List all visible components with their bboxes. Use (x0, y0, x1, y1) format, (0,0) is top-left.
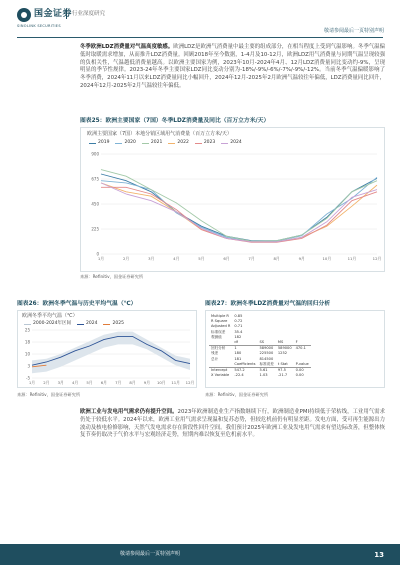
regression-table-cell: F (294, 340, 311, 346)
figure-25-y-tick-label: 225 (91, 226, 99, 232)
page-footer (0, 544, 400, 565)
figure-26-x-tick-label: 3月 (57, 380, 64, 385)
figure-26-legend-label: 2000-2024年区间 (33, 321, 72, 326)
figure-26-x-tick-label: 12月 (185, 380, 195, 385)
figure-25-legend (89, 140, 242, 147)
regression-table-cell: SS (258, 340, 276, 346)
figure-25-legend-label: 2020 (124, 140, 136, 145)
figure-25-legend-label: 2019 (98, 140, 110, 145)
paragraph-lead: 冬季欧洲LDZ消费量对气温高度敏感。 (80, 44, 174, 50)
paragraph-lead: 欧洲工业与发电用气需求仍有提升空间。 (80, 409, 178, 415)
header-disclaimer: 敬请参阅最后一页特别声明 (323, 28, 384, 34)
figure-25-x-tick-label: 6月 (223, 256, 230, 261)
regression-table-cell: 470.1 (295, 346, 306, 351)
figure-25-legend-label: 2022 (177, 140, 189, 145)
regression-table-cell: 0.00 (295, 373, 304, 378)
figure-26-x-tick-label: 8月 (129, 380, 136, 385)
figure-25-legend-label: 2024 (230, 140, 242, 145)
figure-25-svg (81, 150, 384, 270)
regression-table-cell: 总计 (211, 356, 219, 361)
figure-25-x-tick-label: 10月 (322, 256, 332, 261)
regression-table-cell: Multiple R (211, 314, 229, 318)
logo-icon (17, 8, 31, 22)
regression-table-cell: -21.7 (277, 373, 288, 378)
regression-table-cell: 残差 (211, 351, 219, 356)
figure-26-legend-swatch (77, 324, 84, 325)
regression-table-cell: 180 (234, 351, 242, 356)
figure-25-legend-swatch (195, 143, 202, 144)
figure-25-x-tick-label: 7月 (248, 256, 255, 261)
figure-25-y-tick-label: 675 (91, 176, 99, 182)
company-logo (17, 8, 72, 22)
regression-table-cell: df (232, 340, 257, 346)
regression-table-cell: 0.00 (295, 368, 304, 373)
figure-25-y-tick-label: 450 (91, 201, 99, 207)
paragraph-ldz-sensitivity (80, 44, 385, 91)
regression-table-cell: 0.85 (234, 314, 243, 318)
figure-25-chart (80, 127, 385, 272)
figure-25-series-line (101, 174, 377, 241)
regression-table-cell: Coefficients (234, 361, 256, 366)
figure-27-table-box (205, 310, 385, 388)
figure-26-x-tick-label: 4月 (71, 380, 79, 385)
figure-25-legend-label: 2021 (150, 140, 163, 145)
figure-26-chart (17, 310, 197, 388)
regression-table-cell: 回归分析 (211, 346, 226, 351)
regression-table-cell: R Square (211, 319, 228, 324)
figure-26-x-tick-label: 10月 (156, 380, 166, 385)
regression-table-cell: 225500 (259, 351, 274, 356)
figure-25-x-tick-label: 2月 (122, 256, 130, 261)
regression-table-cell: 589000 (259, 346, 274, 351)
regression-table-row (209, 373, 311, 378)
figure-25-legend-swatch (221, 143, 228, 144)
figure-26-x-tick-label: 9月 (143, 380, 151, 385)
figure-25-legend-item (221, 140, 241, 147)
regression-table-cell: 182 (234, 334, 242, 339)
paragraph-body: 2023年欧洲制造业生产指数继续下行，欧洲制造业PMI持续低于荣枯线，工业用气需求仍处于较低水平。2024年以来，欧洲工业用气需求呈现温和复苏态势，但较危机前仍有明显差距。发电方面，受可再生能源出力波动及核电检修影响，天然气发电需求存在阶段性回升空间。我们预计2025年欧洲工业及发电用气需求有望边际改善，但整体恢复节奏仍取决于气价水平与宏观经济走势，短期内难以恢复至危机前水平。 (80, 409, 385, 439)
figure-25-legend-swatch (115, 143, 122, 144)
regression-table-cell: 0.71 (234, 324, 243, 329)
footer-disclaimer: 敬请参阅最后一页特别声明 (120, 551, 181, 557)
regression-table-cell: Adjusted R (211, 324, 231, 329)
regression-table-cell: 589000 (277, 346, 292, 351)
figure-25-x-tick-label: 3月 (148, 256, 155, 261)
figure-25-legend-swatch (89, 143, 96, 144)
figure-26-y-tick-label: 18 (24, 339, 30, 345)
figure-26-legend-swatch (24, 324, 31, 325)
figure-26-x-tick-label: 6月 (100, 380, 107, 385)
figure-25-legend-item (168, 140, 188, 147)
page-number: 13 (374, 551, 384, 559)
figure-26-x-tick-label: 1月 (28, 380, 36, 385)
figure-27-title: 图表27：欧洲冬季LDZ消费量对气温的回归分析 (205, 301, 331, 307)
figure-27-source: 来源：Refinitiv，国金证券研究所 (205, 392, 269, 397)
logo-subtitle: SINOLINK SECURITIES (17, 24, 61, 28)
figure-25-title: 图表25：欧洲主要国家（7国）冬季LDZ消费量及同比（百万立方米/天） (80, 118, 270, 124)
report-type: 行业深度研究 (66, 10, 105, 19)
figure-25-y-tick-label: 0 (96, 251, 99, 257)
figure-25-series-line (101, 170, 377, 242)
regression-table-cell: 35.4 (234, 329, 243, 334)
regression-table-cell: 814500 (259, 356, 274, 361)
figure-26-y-tick-label: 3 (27, 363, 30, 369)
regression-table-cell: 181 (234, 356, 242, 361)
figure-25-x-tick-label: 4月 (173, 256, 180, 261)
figure-26-legend-label: 2025 (112, 321, 124, 326)
regression-table-cell: 观测值 (211, 334, 222, 339)
figure-26-legend-swatch (103, 324, 110, 325)
regression-table-cell: Intercept (211, 368, 228, 373)
figure-25-x-tick-label: 12月 (372, 256, 382, 261)
figure-25-series-line (101, 187, 377, 242)
figure-25-y-tick-label: 900 (91, 151, 99, 157)
regression-table-cell: t Stat (276, 362, 294, 368)
figure-25-x-tick-label: 11月 (347, 256, 357, 261)
figure-26-source: 来源：Refinitiv，国金证券研究所 (17, 392, 81, 397)
figure-25-legend-swatch (168, 143, 175, 144)
regression-table-cell: 标准误差 (259, 361, 274, 366)
regression-table-cell: 97.5 (277, 368, 286, 373)
regression-table-cell: P-value (295, 361, 309, 366)
figure-25-legend-item (115, 140, 135, 147)
regression-table-cell: 0.72 (234, 319, 243, 324)
figure-26-svg (18, 328, 196, 388)
figure-26-x-tick-label: 7月 (115, 380, 122, 385)
figure-25-legend-item (142, 140, 162, 147)
figure-25-legend-label: 2023 (203, 140, 216, 145)
figure-25-x-tick-label: 5月 (198, 256, 205, 261)
header-divider (17, 37, 383, 38)
regression-table-cell: 标准误差 (211, 329, 226, 334)
figure-25-x-tick-label: 8月 (273, 256, 280, 261)
figure-26-legend-item (103, 321, 123, 328)
regression-table (209, 314, 311, 378)
regression-table-cell: 1 (234, 346, 237, 351)
regression-table-cell: 1252 (277, 351, 288, 356)
figure-25-legend-item (89, 140, 109, 147)
regression-table-cell: -22.4 (234, 373, 244, 378)
figure-26-legend (24, 321, 124, 328)
figure-25-source: 来源：Refinitiv，国金证券研究所 (80, 274, 144, 279)
figure-25-x-tick-label: 1月 (97, 256, 105, 261)
figure-26-y-tick-label: -5 (26, 375, 30, 381)
figure-25-x-tick-label: 9月 (298, 256, 305, 261)
figure-26-legend-label: 2024 (86, 321, 98, 326)
figure-25-legend-swatch (142, 143, 149, 144)
figure-26-x-tick-label: 11月 (171, 380, 180, 385)
regression-table-cell: 1.03 (259, 373, 268, 378)
paragraph-body: 欧洲LDZ是欧洲气消费量中最主要的组成部分，在相当程度上受到气温影响。冬季气温偏低时取暖需求增加，从而推升LDZ消费量。回顾2018年至今数据，1-4月及10-12月，欧洲LDZ用气消费量与同期气温呈现较强的负相关性，气温越低消费量越高。以欧洲主要国家为例，2023年10月-2024年4月、12月LDZ消费量同比变动约-9%，呈现明显的季节性规律。2023-24年冬季主要国家LDZ同比变动分别为-18%/-9%/-6%/-7%/-9%/-12%。当前冬季气温偏暖影响了冬季消费，2024年11月以来LDZ消费量同比小幅回升，2024年12月-2025年2月欧洲气温较往年偏低，LDZ消费量同比回升，2024年12月-2025年2月气温较往年偏低。 (80, 44, 385, 90)
figure-26-chart-title: 欧洲冬季平均气温（℃） (22, 313, 78, 319)
logo-text: 国金证券 (34, 9, 73, 20)
figure-25-chart-title: 欧洲主要国家（7国）本地分销区域用气消费量（百万立方米/天） (87, 131, 232, 137)
figure-26-title: 图表26：欧洲冬季气温与历史平均气温（℃） (17, 301, 137, 307)
regression-table-cell: 5.61 (259, 368, 268, 373)
figure-26-y-tick-label: 10 (24, 351, 30, 357)
figure-26-y-tick-label: 25 (24, 328, 30, 333)
figure-26-legend-item (77, 321, 97, 328)
figure-26-legend-item (24, 321, 71, 328)
figure-26-x-tick-label: 5月 (86, 380, 93, 385)
figure-25-legend-item (195, 140, 215, 147)
regression-table-cell: MS (276, 340, 294, 346)
regression-table-cell: 547.2 (234, 368, 245, 373)
page-header (0, 0, 400, 40)
regression-table-cell: X Variable (211, 373, 230, 378)
paragraph-industry-demand (80, 409, 385, 440)
figure-26-x-tick-label: 2月 (43, 380, 50, 385)
